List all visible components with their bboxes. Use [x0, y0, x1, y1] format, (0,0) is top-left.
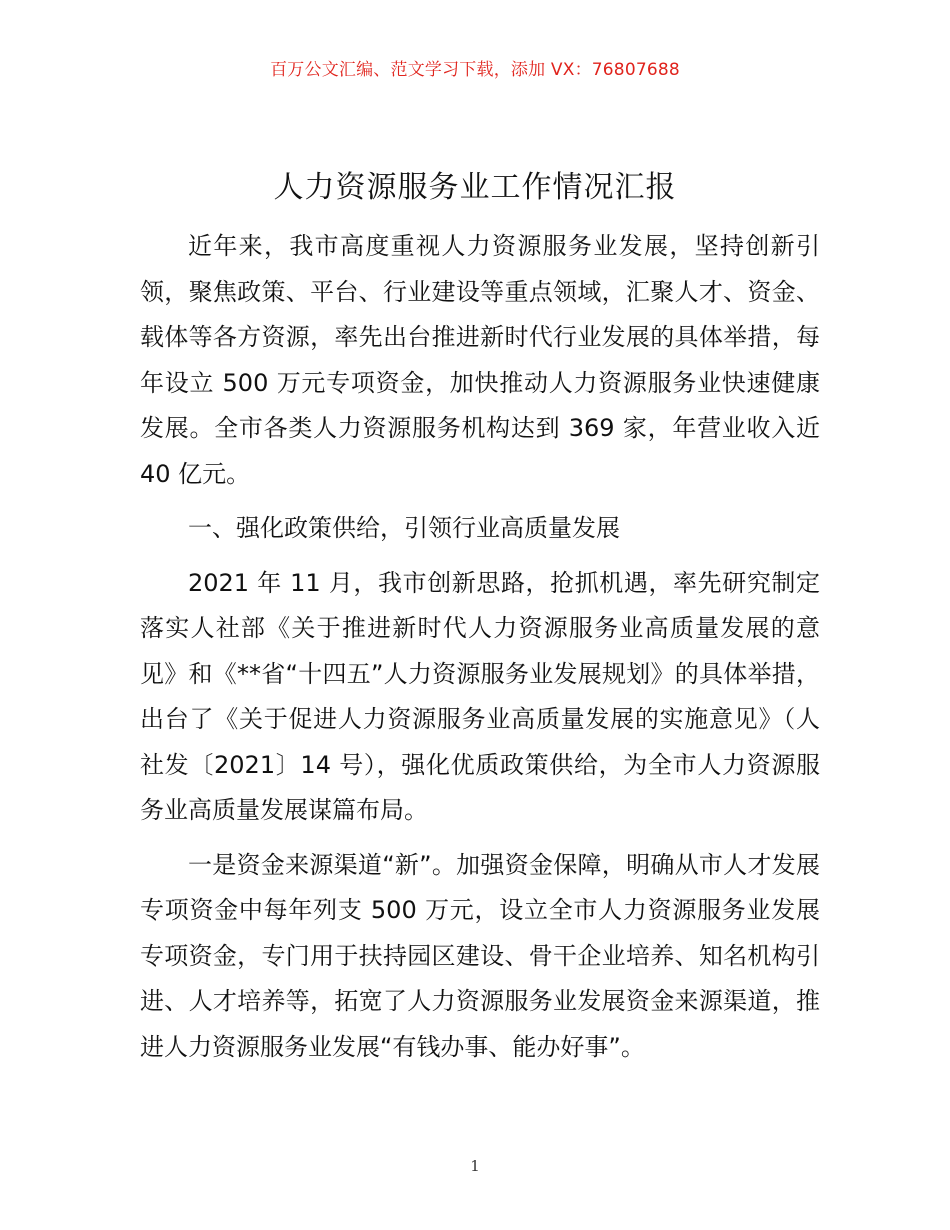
page-number: 1: [470, 1157, 480, 1175]
document-body: [140, 224, 820, 1070]
funding-paragraph: 一是资金来源渠道“新”。加强资金保障，明确从市人才发展专项资金中每年列支 500 万元，设立全市人力资源服务业发展专项资金，专门用于扶持园区建设、骨干企业培养、知名机构引进、人才培养等，拓宽了人力资源服务业发展资金来源渠道，推进人力资源服务业发展“有钱办事、能办好事”。: [140, 850, 820, 1061]
section-heading-1: 一、强化政策供给，引领行业高质量发展: [188, 514, 620, 542]
policy-paragraph: 2021 年 11 月，我市创新思路，抢抓机遇，率先研究制定落实人社部《关于推进新时代人力资源服务业高质量发展的意见》和《**省“十四五”人力资源服务业发展规划》的具体举措，出台了《关于促进人力资源服务业高质量发展的实施意见》（人社发〔2021〕14 号），强化优质政策供给，为全市人力资源服务业高质量发展谋篇布局。: [140, 568, 820, 824]
header-promo-note: 百万公文汇编、范文学习下载，添加 VX：76807688: [270, 60, 680, 80]
document-title: 人力资源服务业工作情况汇报: [273, 170, 677, 205]
intro-paragraph: 近年来，我市高度重视人力资源服务业发展，坚持创新引领，聚焦政策、平台、行业建设等重点领域，汇聚人才、资金、载体等各方资源，率先出台推进新时代行业发展的具体举措，每年设立 500 万元专项资金，加快推动人力资源服务业快速健康发展。全市各类人力资源服务机构达到 369 家，年营业收入近 40 亿元。: [140, 232, 820, 488]
